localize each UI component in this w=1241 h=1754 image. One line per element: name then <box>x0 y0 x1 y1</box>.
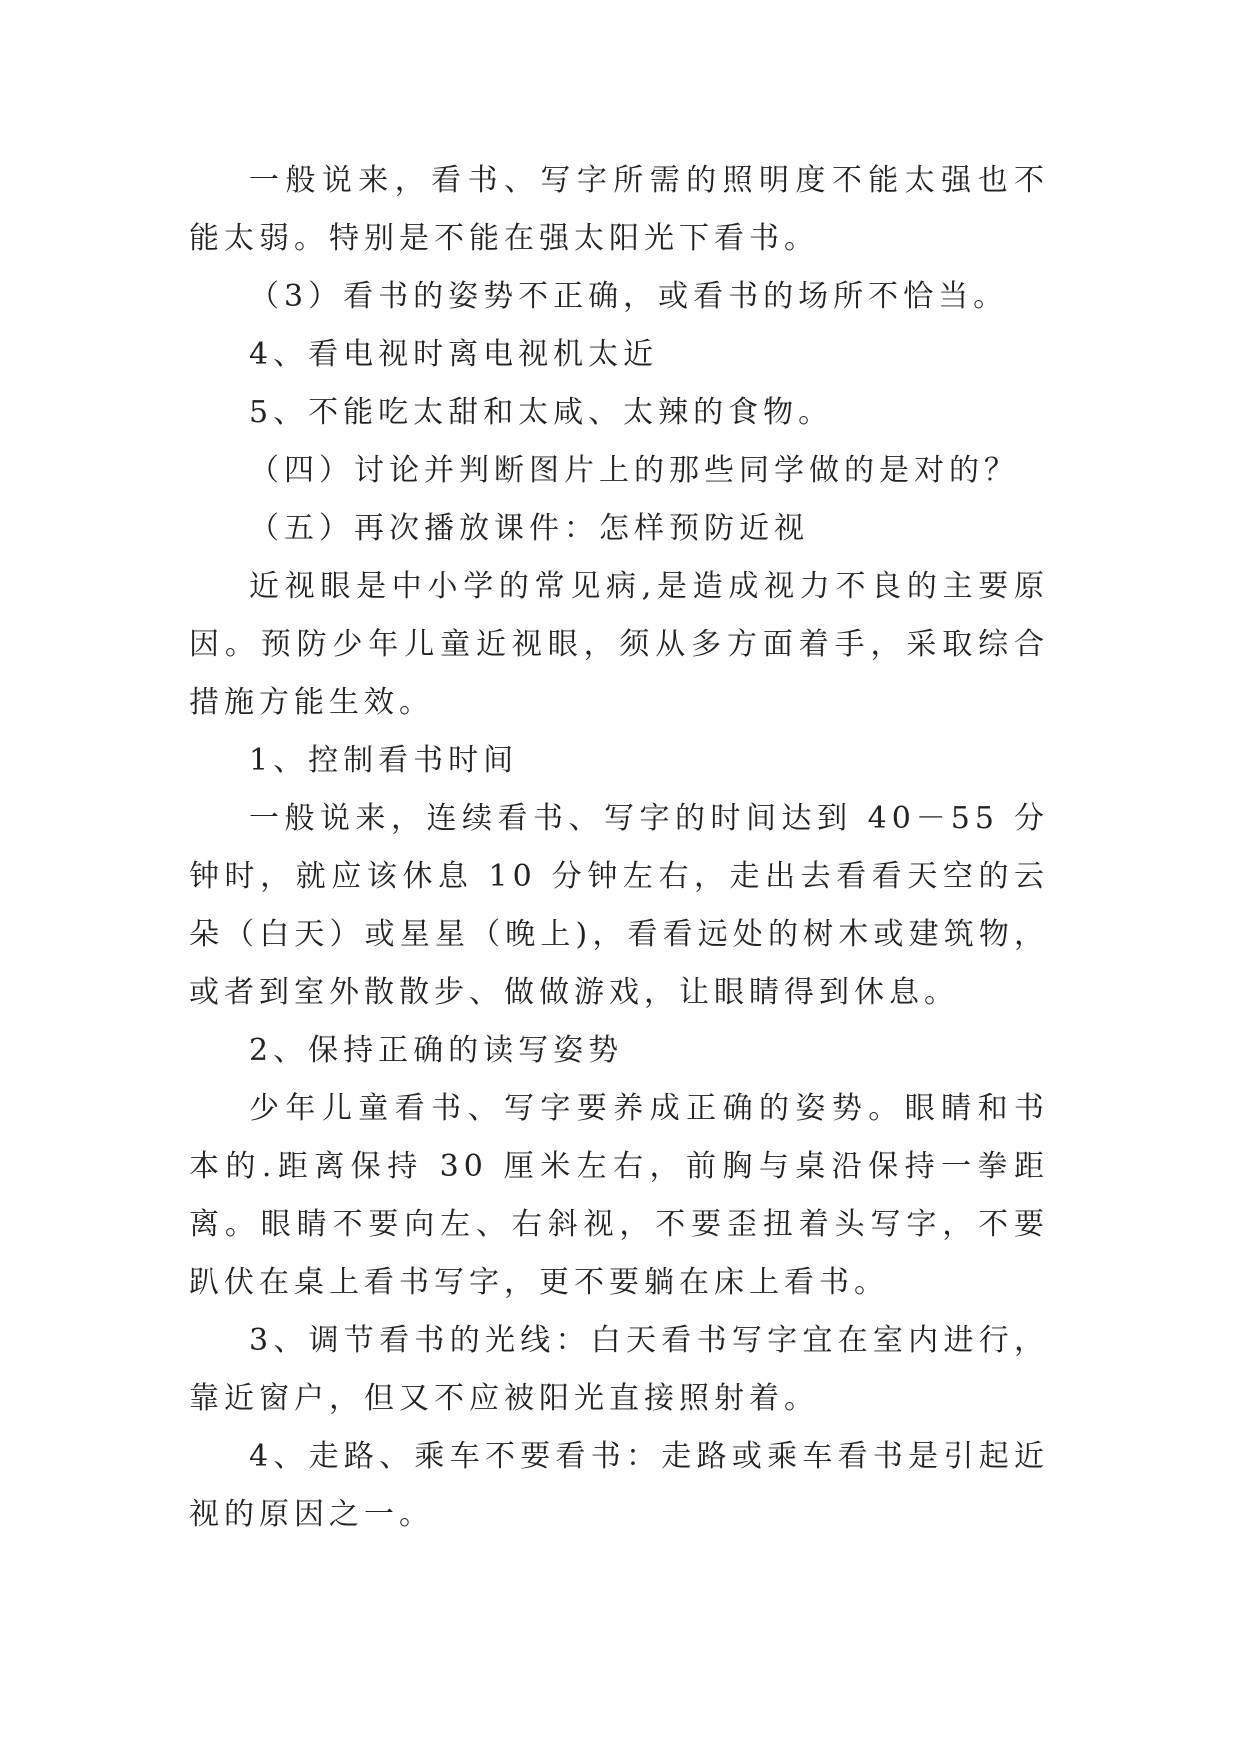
paragraph-lighting: 一般说来，看书、写字所需的照明度不能太强也不能太弱。特别是不能在强太阳光下看书。 <box>189 163 1049 256</box>
paragraph-posture: 少年儿童看书、写字要养成正确的姿势。眼睛和书本的.距离保持 30 厘米左右，前胸与桌沿保持一拳距离。眼睛不要向左、右斜视，不要歪扭着头写字，不要趴伏在桌上看书写字，更不要躺在床上看书。 <box>189 1091 1049 1300</box>
document-body <box>189 152 1049 1544</box>
paragraph-heading-reading-time: 1、控制看书时间 <box>249 743 519 778</box>
paragraph-heading-posture: 2、保持正确的读写姿势 <box>249 1033 624 1068</box>
paragraph-myopia-intro: 近视眼是中小学的常见病,是造成视力不良的主要原因。预防少年儿童近视眼，须从多方面着手，采取综合措施方能生效。 <box>189 569 1049 720</box>
paragraph-walking: 4、走路、乘车不要看书：走路或乘车看书是引起近视的原因之一。 <box>189 1439 1049 1532</box>
paragraph-posture-cause: （3）看书的姿势不正确，或看书的场所不恰当。 <box>249 279 1009 314</box>
paragraph-tv-distance: 4、看电视时离电视机太近 <box>249 337 659 372</box>
paragraph-discussion: （四）讨论并判断图片上的那些同学做的是对的？ <box>249 453 1019 488</box>
paragraph-reading-time: 一般说来，连续看书、写字的时间达到 40－55 分钟时，就应该休息 10 分钟左右，走出去看看天空的云朵（白天）或星星（晚上)，看看远处的树木或建筑物，或者到室外散散步、做做游戏，让眼睛得到休息。 <box>189 801 1049 1010</box>
paragraph-light: 3、调节看书的光线：白天看书写字宜在室内进行，靠近窗户，但又不应被阳光直接照射着。 <box>189 1323 1049 1416</box>
paragraph-food: 5、不能吃太甜和太咸、太辣的食物。 <box>249 395 834 430</box>
paragraph-courseware: （五）再次播放课件：怎样预防近视 <box>249 511 809 546</box>
